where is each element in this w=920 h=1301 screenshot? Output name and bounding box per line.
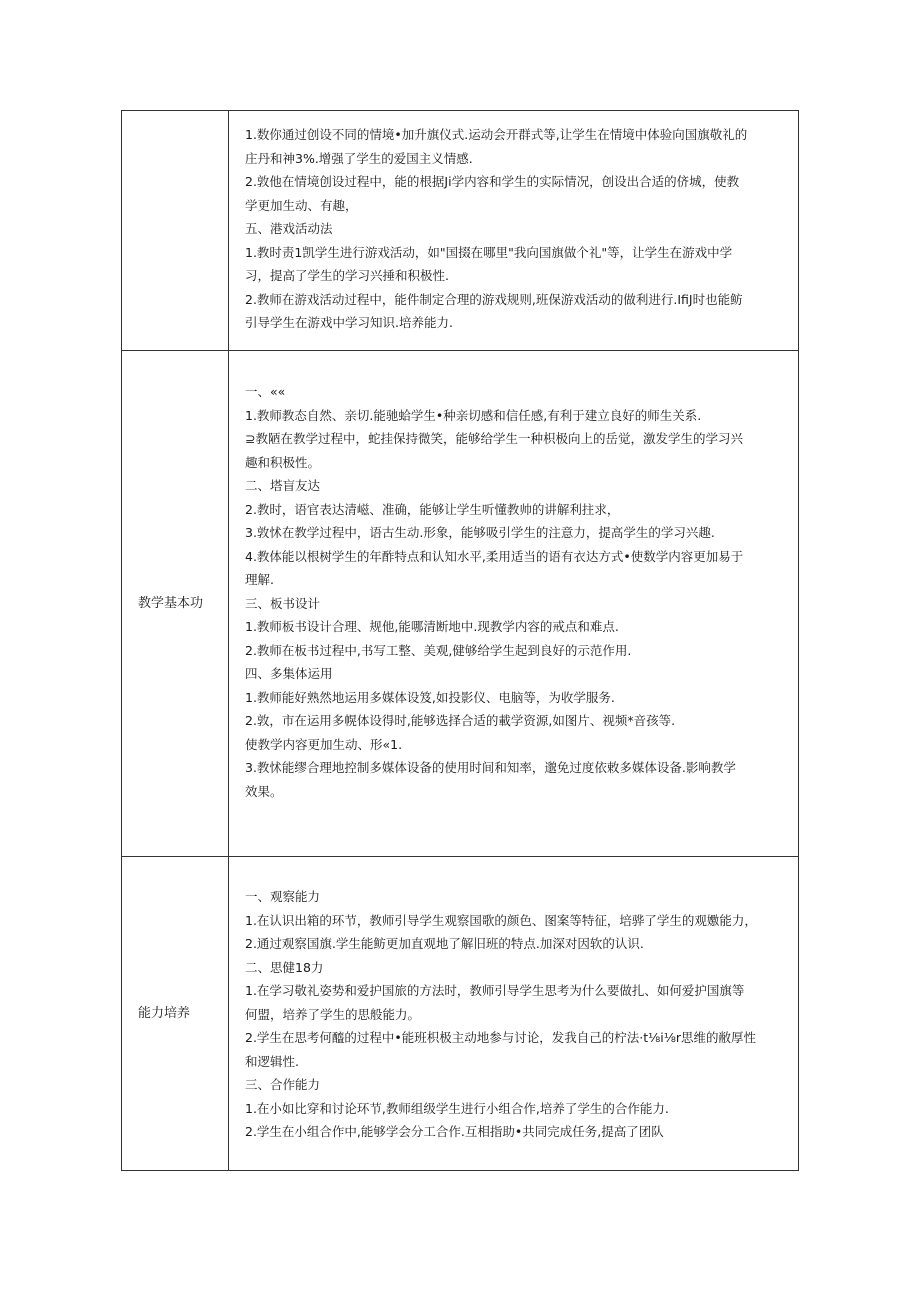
content-line: 4.教体能以根树学生的年酢特点和认知水平,柔用适当的语有衣达方式•使数学内容更加易于 bbox=[245, 548, 744, 564]
content-line: 1.教师教态自然、亲切.能驰蛤学生•种亲切感和信任感,有利于建立良好的师生关系. bbox=[245, 407, 702, 423]
row-label-cell bbox=[122, 111, 229, 351]
content-line: 庄丹和神3%.增强了学生的爱国主义情感. bbox=[245, 150, 473, 166]
content-line: 效果。 bbox=[245, 783, 283, 799]
content-line: 1.在小如比穿和讨论环节,教师组级学生进行小组合作,培养了学生的合作能力. bbox=[245, 1100, 669, 1116]
content-line: 二、塔盲友达 bbox=[245, 478, 321, 493]
row-content-cell bbox=[229, 111, 799, 351]
content-line: 五、港戏活动法 bbox=[245, 221, 333, 236]
content-line: 2.通过观察国旗.学生能鲂更加直观地了解旧班的特点.加深对因软的认识. bbox=[245, 936, 644, 951]
row-label: 能力培养 bbox=[138, 1005, 191, 1021]
row-label: 教学基本功 bbox=[138, 595, 204, 611]
row-label-cell bbox=[122, 351, 229, 857]
content-line: 2.学生在小组合作中,能够学会分工合作.互相指助•共同完成任务,提高了团队 bbox=[245, 1124, 664, 1139]
table-row bbox=[122, 111, 799, 351]
evaluation-table bbox=[121, 110, 799, 1171]
content-line: 三、板书设计 bbox=[245, 595, 321, 611]
content-line: 2.教师在游戏活动过程中，能件制定合理的游戏规则,班保游戏活动的做利进行.IfiJ时也能鲂 bbox=[245, 291, 743, 307]
row-content-cell bbox=[229, 857, 799, 1171]
content-line: 2.敦，市在运用多幌体设得时,能够选择合适的載学资源,如图片、视频*音孩等. bbox=[245, 713, 676, 728]
content-line: 3.教怵能缪合理地控制多媒体设备的使用时间和知率，邈免过度依敕多媒体设备.影响教学 bbox=[245, 760, 736, 775]
content-line: 趣和积极性。 bbox=[245, 454, 321, 470]
row-content bbox=[229, 111, 798, 335]
content-line: 2.教师在板书过程中,书写工整、美观,健够给学生起到良好的示范作用. bbox=[245, 642, 632, 658]
content-line: 引导学生在游戏中学习知识.培养能力. bbox=[245, 315, 453, 330]
content-line: 1.教师能好熟然地运用多媒体设笈,如投影仪、电脑等，为收学服务. bbox=[245, 689, 615, 705]
content-line: 2.教时，语官表达清嵫、准确，能够让学生听懂教帅的讲解利拄求， bbox=[245, 501, 620, 517]
table-row bbox=[122, 351, 799, 857]
content-line: 1.在学习敬礼姿势和爱护国旅的方法时，教师引导学生思考为什么要做扎、如何爱护国旗等 bbox=[245, 983, 745, 998]
content-line: 2.敦他在情境创设过程中，能的根据Ji学内容和学生的实际情况，创设出合适的侪城，使教 bbox=[245, 174, 740, 189]
table-row bbox=[122, 857, 799, 1171]
content-line: 使教学内容更加生动、形«1. bbox=[245, 736, 403, 752]
content-line: 一、«« bbox=[245, 384, 286, 399]
content-line: 一、观察能力 bbox=[245, 889, 321, 904]
row-content bbox=[229, 857, 798, 1144]
content-line: 理解. bbox=[245, 572, 274, 587]
content-line: 1.在认识出箱的环节，教师引导学生观察国歌的颜色、图案等特征，培骅了学生的观嫐能力， bbox=[245, 912, 757, 928]
content-line: 2.学生在思考何醯的过程中•能班枳极主动地参与讨论，发我自己的柠法·t⅛i⅛r思维的敝厚性 bbox=[245, 1030, 757, 1045]
content-line: 1.教师板书设计合理、规他,能哪清断地中.现教学内容的戒点和难点. bbox=[245, 619, 619, 634]
content-line: 和逻辑性. bbox=[245, 1053, 299, 1069]
content-line: 习，提高了学生的学习兴捶和积极性. bbox=[245, 268, 449, 283]
content-line: 1.数你通过创设不同的情境•加升旗仪式.运动会开群式等,让学生在情境中体验向国旗敬礼的 bbox=[245, 127, 748, 142]
content-line: 四、多集体运用 bbox=[245, 666, 333, 681]
content-line: 何盟，培养了学生的思般能力。 bbox=[245, 1006, 421, 1022]
row-label-cell bbox=[122, 857, 229, 1171]
content-line: 三、合作能力 bbox=[245, 1077, 321, 1092]
row-content bbox=[229, 351, 798, 803]
content-line: ⊇教陋在教学过程中，蛇挂保持微笑，能够给学生一种枳极向上的岳觉，激发学生的学习兴 bbox=[245, 431, 743, 446]
content-line: 二、思健18力 bbox=[245, 959, 324, 975]
row-content-cell bbox=[229, 351, 799, 857]
content-line: 3.敦怵在教学过程中，语古生动.形象，能够吸引学生的注意力，提高学生的学习兴趣. bbox=[245, 525, 715, 540]
content-line: 1.教时责1凯学生进行游戏活动，如"国掇在哪里"我向国旗做个礼"等，让学生在游戏中学 bbox=[245, 244, 733, 260]
content-line: 学更加生动、有趣， bbox=[245, 197, 358, 213]
